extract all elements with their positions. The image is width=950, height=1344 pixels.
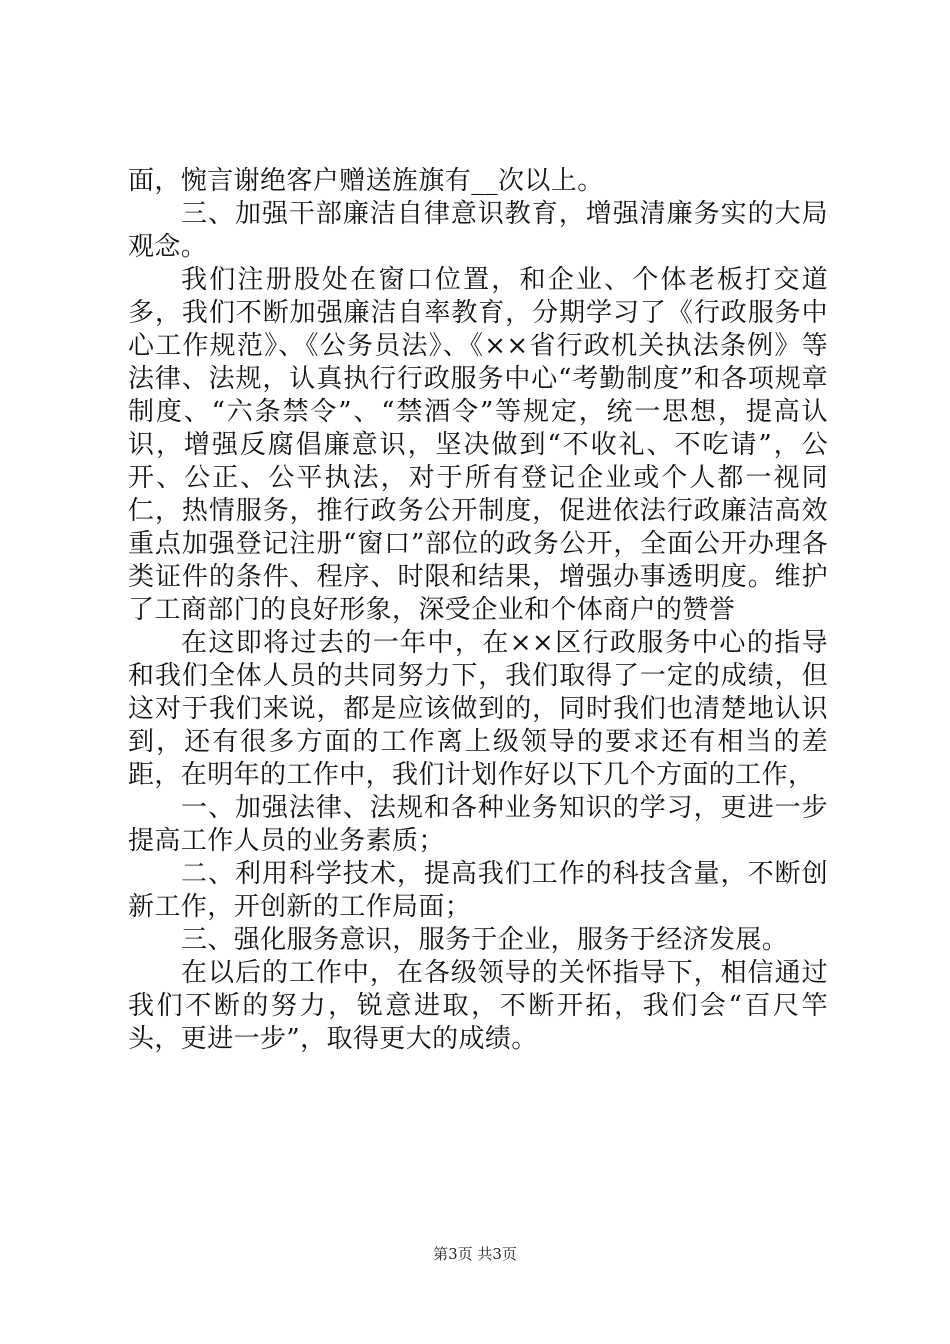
document-body — [128, 165, 828, 1056]
paragraph-continuation: 面，惋言谢绝客户赠送旌旗有__次以上。 — [128, 166, 604, 196]
paragraph-plan-item-two: 二、利用科学技术，提高我们工作的科技含量，不断创新工作，开创新的工作局面； — [128, 859, 828, 922]
paragraph-plan-item-one: 一、加强法律、法规和各种业务知识的学习，更进一步提高工作人员的业务素质； — [128, 793, 828, 856]
paragraph-year-summary: 在这即将过去的一年中，在××区行政服务中心的指导和我们全体人员的共同努力下，我们取得了一定的成绩，但这对于我们来说，都是应该做到的，同时我们也清楚地认识到，还有很多方面的工作离上级领导的要求还有相当的差距，在明年的工作中，我们计划作好以下几个方面的工作， — [128, 628, 828, 790]
paragraph-integrity-education: 我们注册股处在窗口位置，和企业、个体老板打交道多，我们不断加强廉洁自率教育，分期学习了《行政服务中心工作规范》、《公务员法》、《××省行政机关执法条例》等法律、法规，认真执行行政服务中心“考勤制度”和各项规章制度、“六条禁令”、“禁酒令”等规定，统一思想，提高认识，增强反腐倡廉意识，坚决做到“不收礼、不吃请”，公开、公正、公平执法，对于所有登记企业或个人都一视同仁，热情服务，推行政务公开制度，促进依法行政廉洁高效重点加强登记注册“窗口”部位的政务公开，全面公开办理各类证件的条件、程序、时限和结果，增强办事透明度。维护了工商部门的良好形象，深受企业和个体商户的赞誉 — [128, 265, 828, 625]
paragraph-section-three-heading: 三、加强干部廉洁自律意识教育，增强清廉务实的大局观念。 — [128, 199, 828, 262]
page-footer: 第3页 共3页 — [433, 1245, 517, 1263]
paragraph-plan-item-three: 三、强化服务意识，服务于企业，服务于经济发展。 — [181, 925, 789, 955]
paragraph-closing: 在以后的工作中，在各级领导的关怀指导下，相信通过我们不断的努力，锐意进取，不断开拓，我们会“百尺竿头，更进一步”，取得更大的成绩。 — [128, 958, 828, 1054]
